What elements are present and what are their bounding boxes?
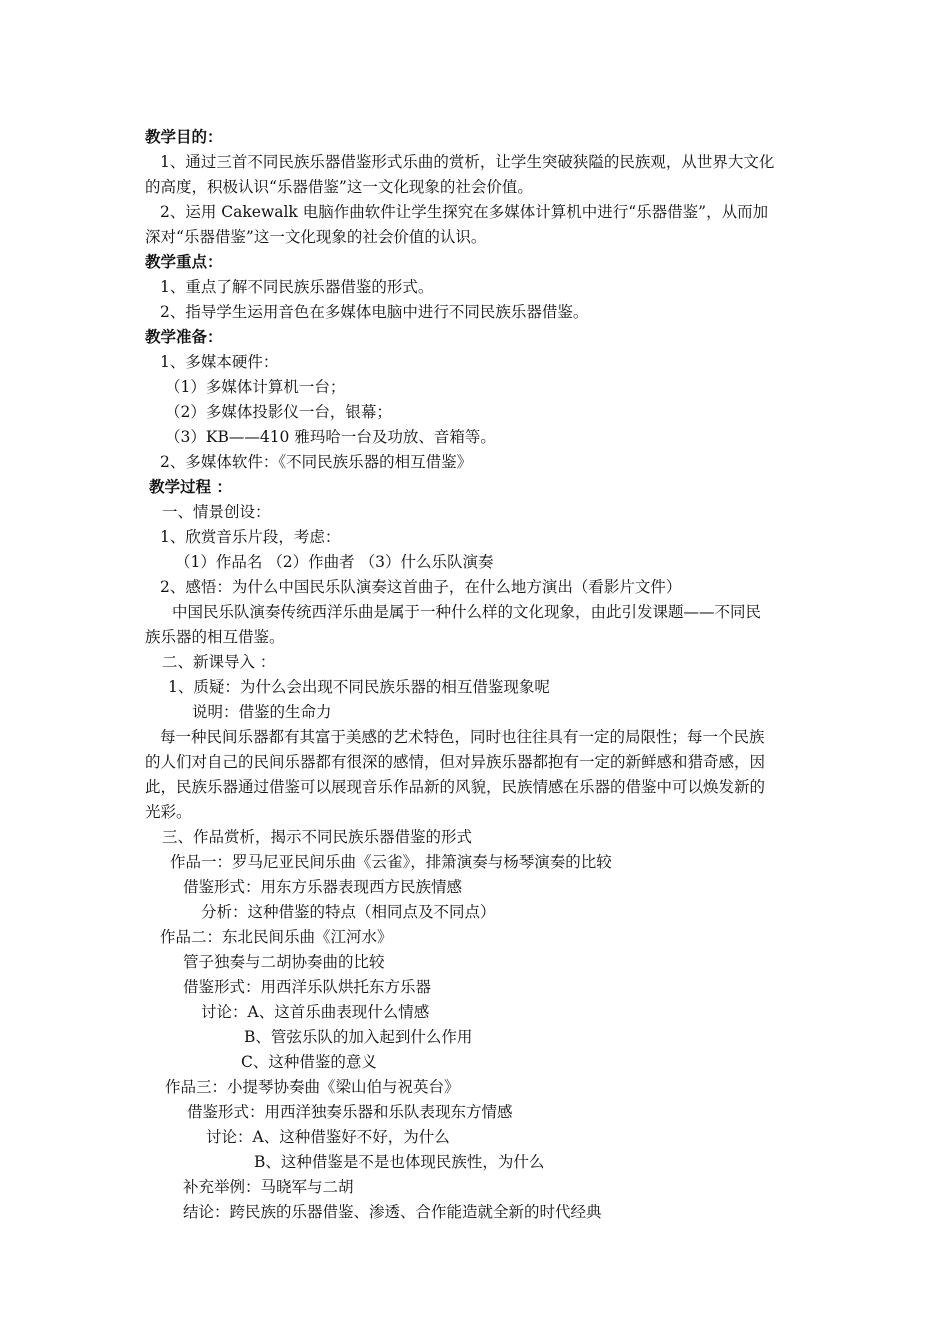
new-lesson-explain: 说明：借鉴的生命力 [192, 703, 332, 721]
prep-software: 2、多媒体软件：《不同民族乐器的相互借鉴》 [160, 453, 473, 471]
work-2-compare: 管子独奏与二胡协奏曲的比较 [183, 953, 385, 971]
body-paragraph-line-4: 光彩。 [145, 803, 192, 821]
work-3-form: 借鉴形式：用西洋独奏乐器和乐队表现东方情感 [187, 1103, 513, 1121]
supplement-example: 补充举例：马晓军与二胡 [183, 1178, 354, 1196]
scene-item-1: 1、欣赏音乐片段，考虑： [160, 528, 341, 546]
heading-objectives: 教学目的： [145, 127, 223, 146]
scene-item-1-options: （1）作品名 （2）作曲者 （3）什么乐队演奏 [175, 553, 494, 571]
section-appreciation: 三、作品赏析，揭示不同民族乐器借鉴的形式 [162, 828, 473, 846]
work-2-discussion-c: C、这种借鉴的意义 [241, 1053, 377, 1071]
section-scene: 一、情景创设： [162, 503, 271, 521]
key-point-1: 1、重点了解不同民族乐器借鉴的形式。 [160, 278, 434, 296]
work-1-title: 作品一：罗马尼亚民间乐曲《云雀》，排箫演奏与杨琴演奏的比较 [170, 853, 612, 871]
work-3-discussion-a: 讨论：A、这种借鉴好不好，为什么 [206, 1128, 450, 1146]
work-2-discussion-a: 讨论：A、这首乐曲表现什么情感 [201, 1003, 430, 1021]
heading-preparation: 教学准备： [145, 327, 223, 346]
objective-2-line-1: 2、运用 Cakewalk 电脑作曲软件让学生探究在多媒体计算机中进行“乐器借鉴”，从而加 [160, 203, 769, 221]
heading-process: 教学过程 ： [149, 477, 232, 496]
body-paragraph-line-3: 此，民族乐器通过借鉴可以展现音乐作品新的风貌，民族情感在乐器的借鉴中可以焕发新的 [145, 778, 766, 796]
scene-paragraph-line-1: 中国民乐队演奏传统西洋乐曲是属于一种什么样的文化现象，由此引发课题——不同民 [172, 603, 762, 621]
key-point-2: 2、指导学生运用音色在多媒体电脑中进行不同民族乐器借鉴。 [160, 303, 589, 321]
work-2-discussion-b: B、管弦乐队的加入起到什么作用 [244, 1028, 473, 1046]
section-new-lesson: 二、新课导入 ： [162, 653, 276, 671]
work-2-title: 作品二：东北民间乐曲《江河水》 [160, 928, 393, 946]
prep-item-2: （2）多媒体投影仪一台，银幕； [165, 403, 392, 421]
work-3-title: 作品三：小提琴协奏曲《梁山伯与祝英台》 [165, 1078, 460, 1096]
conclusion: 结论：跨民族的乐器借鉴、渗透、合作能造就全新的时代经典 [183, 1203, 602, 1221]
work-3-discussion-b: B、这种借鉴是不是也体现民族性，为什么 [254, 1153, 545, 1171]
prep-hardware: 1、多媒本硬件： [160, 353, 279, 371]
work-2-form: 借鉴形式：用西洋乐队烘托东方乐器 [183, 978, 432, 996]
prep-item-1: （1）多媒体计算机一台； [165, 378, 346, 396]
work-1-form: 借鉴形式：用东方乐器表现西方民族情感 [183, 878, 463, 896]
new-lesson-question: 1、质疑：为什么会出现不同民族乐器的相互借鉴现象呢 [168, 678, 550, 696]
objective-1-line-2: 的高度，积极认识“乐器借鉴”这一文化现象的社会价值。 [145, 178, 533, 196]
heading-key-points: 教学重点： [145, 252, 223, 271]
objective-1-line-1: 1、通过三首不同民族乐器借鉴形式乐曲的赏析，让学生突破狭隘的民族观，从世界大文化 [160, 153, 775, 171]
work-1-analysis: 分析：这种借鉴的特点（相同点及不同点） [201, 903, 496, 921]
body-paragraph-line-2: 的人们对自己的民间乐器都有很深的感情，但对异族乐器都抱有一定的新鲜感和猎奇感，因 [145, 753, 766, 771]
body-paragraph-line-1: 每一种民间乐器都有其富于美感的艺术特色，同时也往往具有一定的局限性；每一个民族 [160, 728, 765, 746]
prep-item-3: （3）KB——410 雅玛哈一台及功放、音箱等。 [165, 428, 496, 446]
scene-paragraph-line-2: 族乐器的相互借鉴。 [145, 628, 285, 646]
objective-2-line-2: 深对“乐器借鉴”这一文化现象的社会价值的认识。 [145, 228, 487, 246]
scene-item-2: 2、感悟：为什么中国民乐队演奏这首曲子，在什么地方演出（看影片文件） [160, 578, 682, 596]
